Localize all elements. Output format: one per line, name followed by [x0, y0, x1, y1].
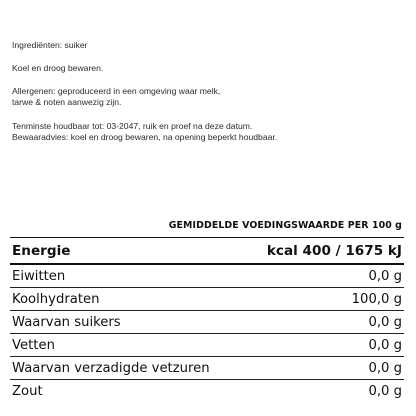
storage-advice-text: Bewaaradvies: koel en droog bewaren, na opening beperkt houdbaar. — [12, 132, 278, 142]
best-before-text: Tenminste houdbaar tot: 03-2047, ruik en proef na deze datum. — [12, 121, 253, 131]
nutrition-label: Waarvan suikers — [12, 314, 121, 330]
allergens-text-line2: tarwe & noten aanwezig zijn. — [12, 97, 122, 107]
nutrition-row-salt — [10, 380, 404, 402]
nutrition-value: 0,0 g — [368, 314, 402, 330]
ingredients-text: Ingrediënten: suiker — [12, 40, 88, 50]
nutrition-row-protein — [10, 265, 404, 288]
nutrition-row-carbohydrates — [10, 288, 404, 311]
nutrition-label: Eiwitten — [12, 268, 66, 284]
allergens-text-line1: Allergenen: geproduceerd in een omgeving waar melk, — [12, 86, 221, 96]
nutrition-label: Zout — [12, 383, 43, 399]
nutrition-label: Koolhydraten — [12, 291, 100, 307]
nutrition-value: 0,0 g — [368, 360, 402, 376]
nutrition-table-header: GEMIDDELDE VOEDINGSWAARDE PER 100 g — [168, 220, 402, 231]
nutrition-value: 0,0 g — [368, 337, 402, 353]
product-info — [12, 40, 408, 143]
nutrition-label: Vetten — [12, 337, 55, 353]
storage-text: Koel en droog bewaren. — [12, 63, 104, 73]
nutrition-label: Energie — [12, 242, 71, 259]
nutrition-value: 0,0 g — [368, 383, 402, 399]
nutrition-row-sugars — [10, 311, 404, 334]
nutrition-table — [10, 237, 404, 402]
nutrition-value: 100,0 g — [351, 291, 402, 307]
nutrition-value: 0,0 g — [368, 268, 402, 284]
nutrition-label: Waarvan verzadigde vetzuren — [12, 360, 210, 376]
nutrition-row-fats — [10, 334, 404, 357]
nutrition-row-energy — [10, 238, 404, 265]
nutrition-value: kcal 400 / 1675 kJ — [266, 242, 402, 259]
nutrition-row-saturated-fats — [10, 357, 404, 380]
